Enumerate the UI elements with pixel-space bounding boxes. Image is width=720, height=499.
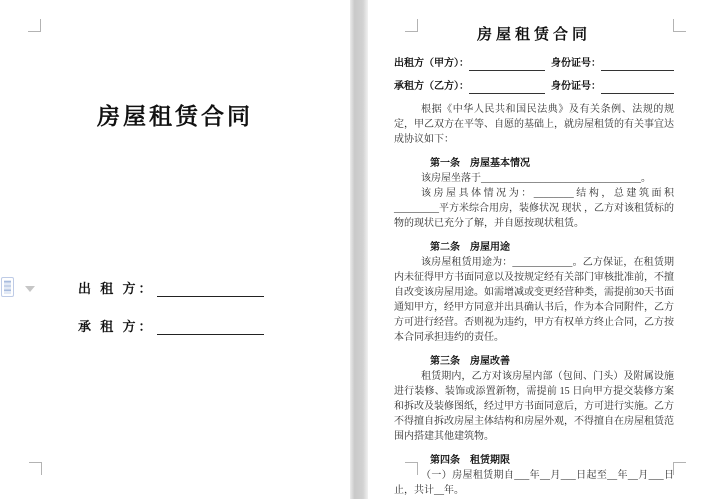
lessee-signature-row (78, 318, 264, 335)
contract-body (394, 28, 674, 498)
margin-mark-top-left (28, 19, 41, 32)
section-3 (394, 354, 674, 444)
lessor-blank-line (157, 282, 264, 297)
cover-page (0, 0, 350, 499)
section-1-paragraph-1: 该房屋坐落于________________________________。 (421, 173, 651, 184)
lessor-id-label: 身份证号： (551, 58, 601, 69)
section-1-paragraph-2: 该房屋具体情况为：________结构，总建筑面积_________平方米综合用房，装修状况 现状 ，乙方对该租赁标的物的现状已充分了解，并自愿按现状租赁。 (394, 188, 674, 229)
lessee-blank-line (157, 320, 264, 335)
section-1 (394, 156, 674, 231)
lessor-name-blank (469, 59, 545, 71)
lessor-signature-row (78, 280, 264, 297)
lessee-label: 承 租 方： (78, 319, 155, 334)
down-triangle-icon[interactable] (25, 286, 35, 292)
page-gap (350, 0, 368, 499)
cover-title: 房屋租赁合同 (97, 104, 253, 129)
document-icon[interactable] (1, 277, 14, 297)
section-4 (394, 453, 674, 498)
lessor-label: 出 租 方： (78, 281, 155, 296)
section-4-heading: 第四条 租赁期限 (430, 455, 510, 466)
section-3-paragraph-1: 租赁期内，乙方对该房屋内部（包间、门头）及附属设施进行装修、装饰或添置新物，需提前 15 日向甲方提交装修方案和拆改及装修图纸，经过甲方书面同意后，方可进行实施。乙方不得擅自拆改房屋主体结构和房屋外观，不得擅自在房屋租赁范围内搭建其他建筑物。 (394, 371, 674, 442)
lessee-id-label: 身份证号： (551, 81, 601, 92)
contract-intro: 根据《中华人民共和国民法典》及有关条例、法规的规定，甲乙双方在平等、自愿的基础上，就房屋租赁的有关事宜达成协议如下： (394, 104, 674, 145)
lessee-name-blank (469, 82, 545, 94)
margin-mark-bottom-right (673, 462, 686, 475)
contract-title: 房屋租赁合同 (476, 27, 591, 43)
contract-page (368, 0, 720, 499)
section-2-paragraph-1: 该房屋租赁用途为：____________。乙方保证，在租赁期内未征得甲方书面同意以及按规定经有关部门审核批准前，不擅自改变该房屋用途。如需增减或变更经营种类，需提前30天书面通知甲方，经甲方同意并出具确认书后，作为本合同附件，乙方方可进行经营。否则视为违约，甲方有权单方终止合同，乙方按本合同承担违约的责任。 (394, 257, 674, 343)
section-2-heading: 第二条 房屋用途 (430, 242, 510, 253)
party-line-lessee (394, 79, 674, 94)
section-2 (394, 240, 674, 345)
section-4-paragraph-1: （一）房屋租赁期自___年__月___日起至__年__月___日止，共计__年。 (394, 470, 674, 496)
section-1-heading: 第一条 房屋基本情况 (430, 158, 530, 169)
margin-mark-top-right (673, 19, 686, 32)
lessor-party-label: 出租方（甲方）： (394, 58, 469, 69)
margin-mark-bottom-left (29, 462, 42, 475)
lessor-id-blank (601, 59, 674, 71)
lessee-id-blank (601, 82, 674, 94)
section-3-heading: 第三条 房屋改善 (430, 356, 510, 367)
party-line-lessor (394, 56, 674, 71)
lessee-party-label: 承租方（乙方）： (394, 81, 469, 92)
